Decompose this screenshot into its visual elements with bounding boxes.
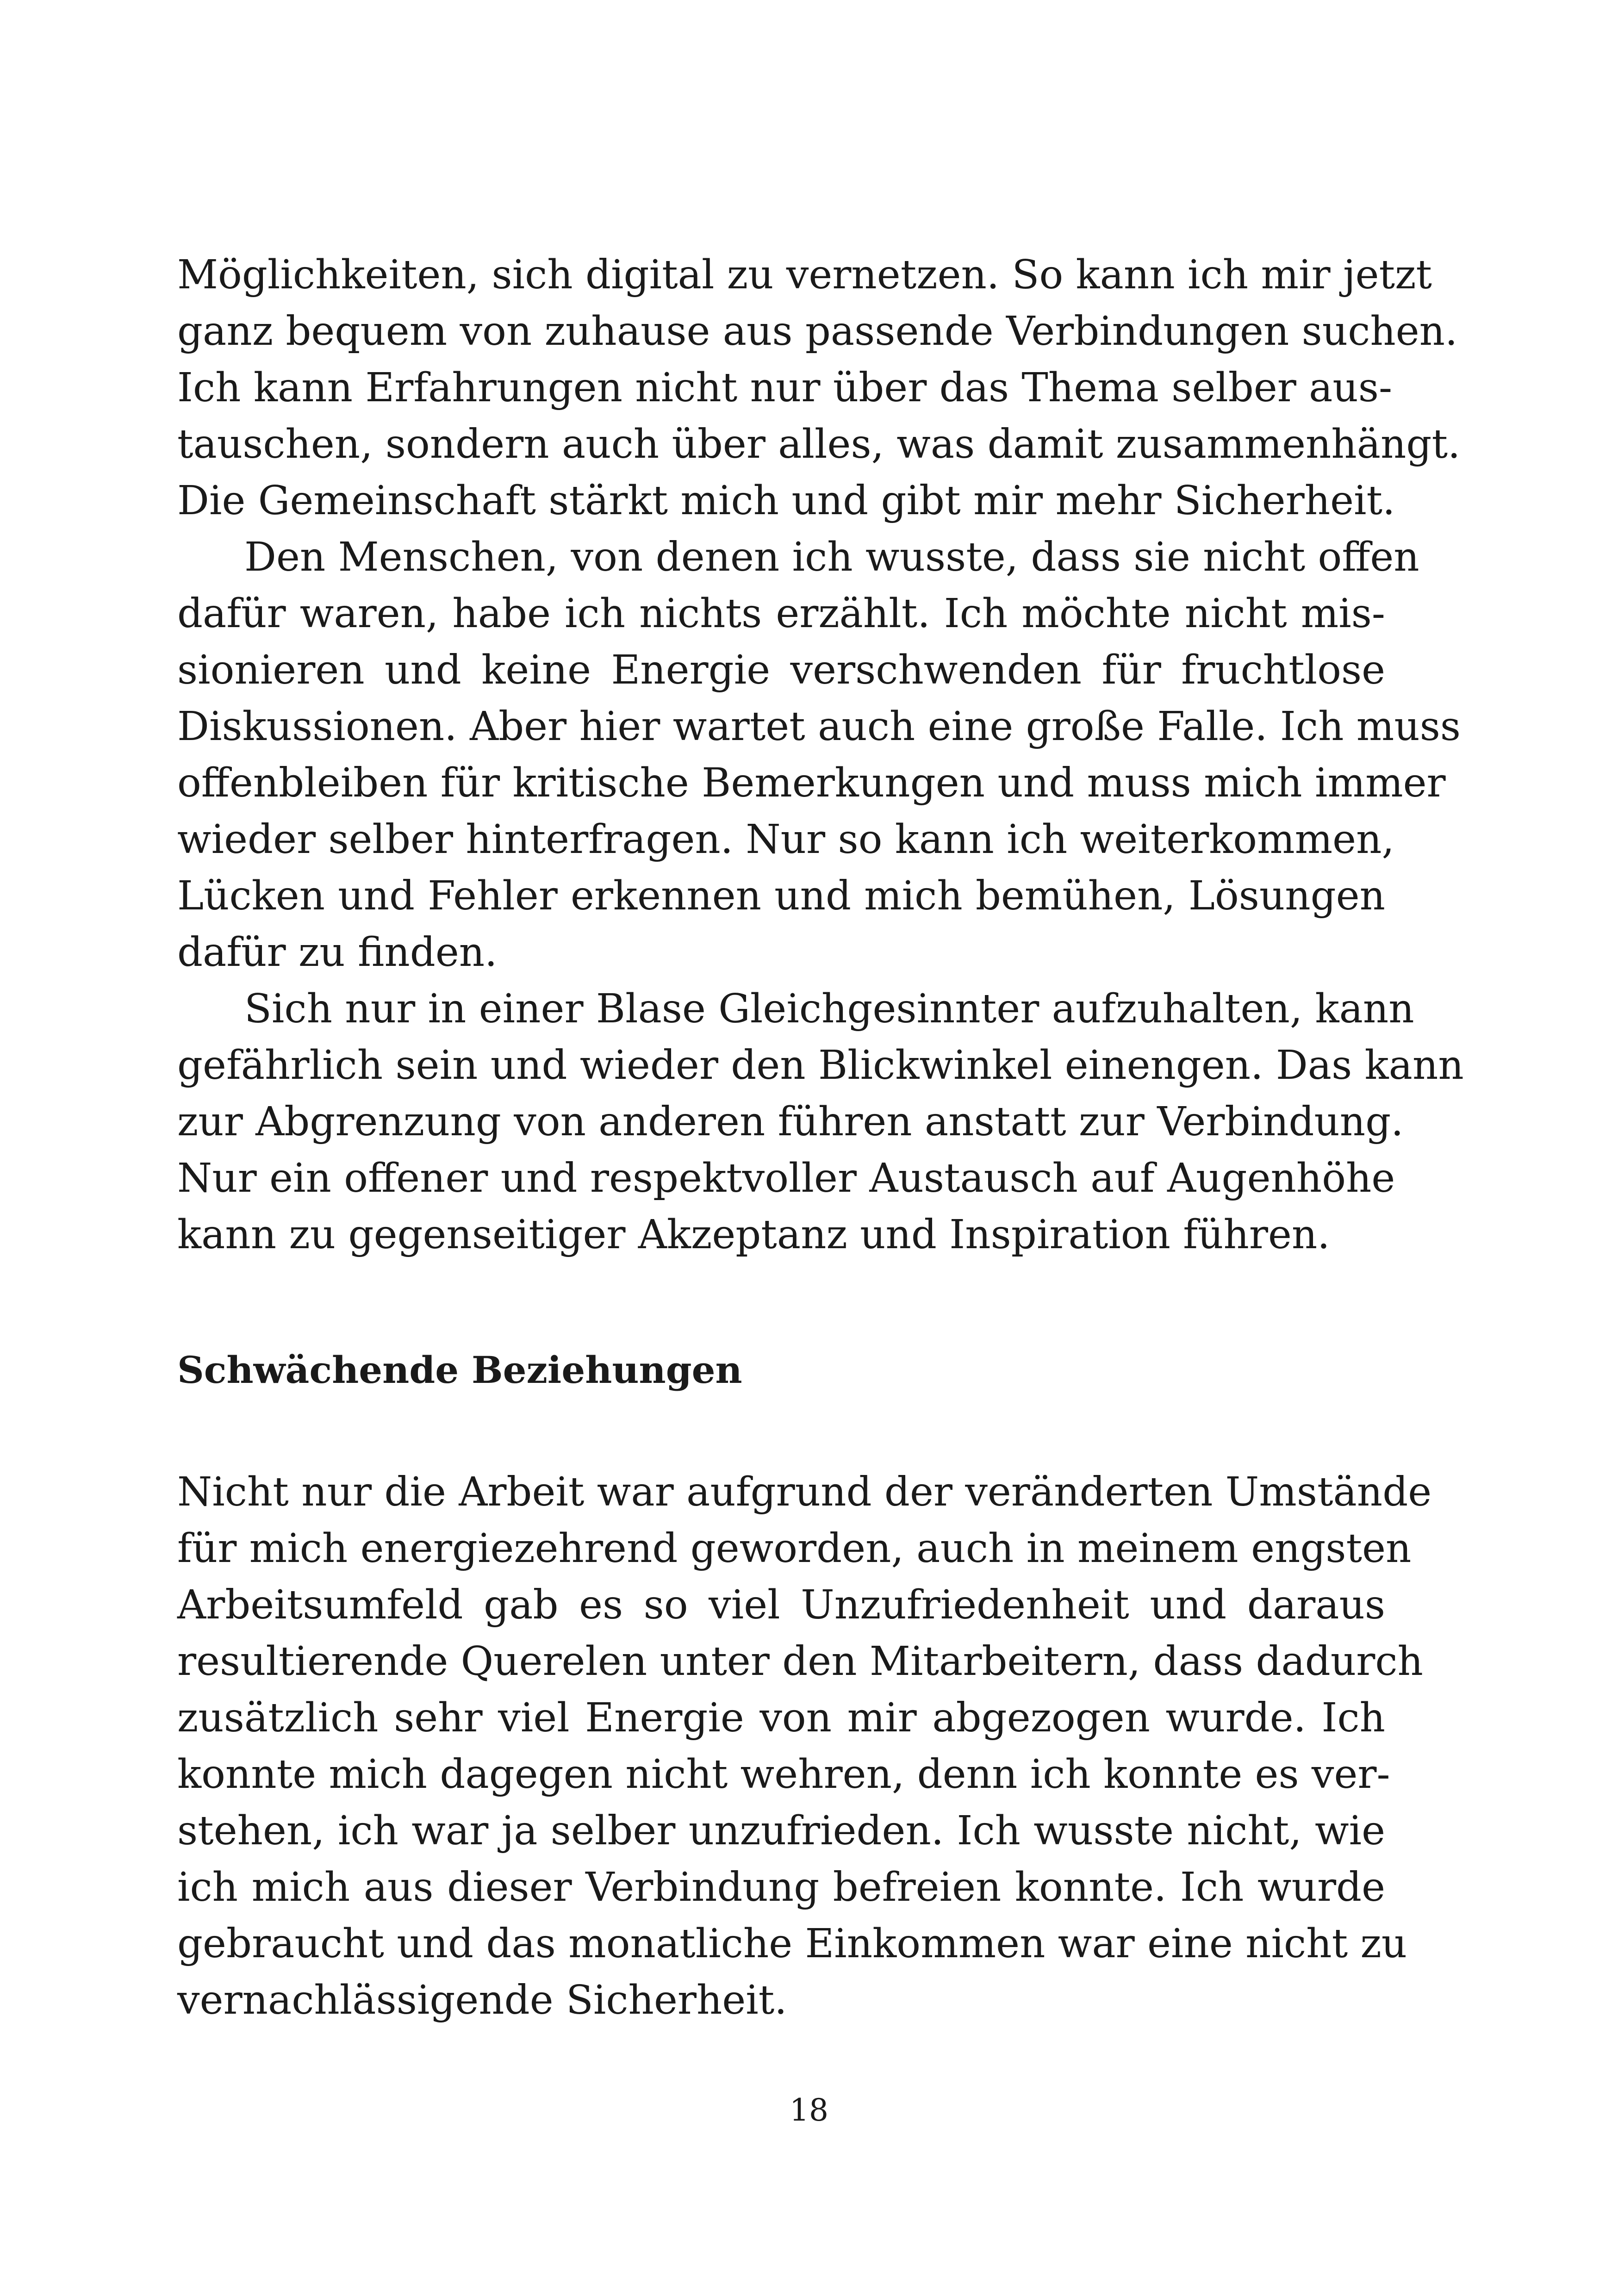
text-line: zusätzlich sehr viel Energie von mir abgezogen wurde. Ich [177,1695,1385,1741]
text-line: Die Gemeinschaft stärkt mich und gibt mir mehr Sicherheit. [177,478,1395,524]
text-line: stehen, ich war ja selber unzufrieden. Ich wusste nicht, wie [177,1808,1385,1854]
text-line: Den Menschen, von denen ich wusste, dass sie nicht offen [244,534,1419,580]
text-line: wieder selber hinterfragen. Nur so kann ich weiterkommen, [177,816,1394,863]
text-line: Möglichkeiten, sich digital zu vernetzen. So kann ich mir jetzt [177,252,1432,298]
body-text-lower [177,1464,1432,2028]
body-text-upper [177,247,1464,1263]
text-line: Sich nur in einer Blase Gleichgesinnter aufzuhalten, kann [244,986,1414,1032]
text-line: Nur ein offener und respektvoller Austausch auf Augenhöhe [177,1155,1395,1201]
text-line: sionieren und keine Energie verschwenden für fruchtlose [177,647,1385,693]
text-line: Ich kann Erfahrungen nicht nur über das Thema selber aus- [177,365,1393,411]
text-line: offenbleiben für kritische Bemerkungen und muss mich immer [177,760,1446,806]
text-line: konnte mich dagegen nicht wehren, denn ich konnte es ver- [177,1751,1390,1798]
text-line: Nicht nur die Arbeit war aufgrund der veränderten Umstände [177,1469,1432,1515]
text-line: tauschen, sondern auch über alles, was damit zusammenhängt. [177,421,1461,467]
text-line: ganz bequem von zuhause aus passende Verbindungen suchen. [177,308,1458,355]
text-line: kann zu gegenseitiger Akzeptanz und Inspiration führen. [177,1212,1330,1258]
text-line: resultierende Querelen unter den Mitarbeitern, dass dadurch [177,1638,1423,1685]
page-number: 18 [790,2092,828,2128]
text-line: ich mich aus dieser Verbindung befreien konnte. Ich wurde [177,1864,1385,1910]
text-line: dafür waren, habe ich nichts erzählt. Ich möchte nicht mis- [177,591,1385,637]
section-heading: Schwächende Beziehungen [177,1348,742,1392]
text-line: für mich energiezehrend geworden, auch in meinem engsten [177,1525,1412,1572]
text-line: gebraucht und das monatliche Einkommen war eine nicht zu [177,1921,1407,1967]
text-line: Arbeitsumfeld gab es so viel Unzufriedenheit und daraus [177,1582,1385,1628]
text-line: vernachlässigende Sicherheit. [177,1977,787,2023]
text-line: Diskussionen. Aber hier wartet auch eine große Falle. Ich muss [177,703,1461,750]
text-line: zur Abgrenzung von anderen führen anstatt zur Verbindung. [177,1099,1404,1145]
text-line: dafür zu finden. [177,929,498,976]
text-line: gefährlich sein und wieder den Blickwinkel einengen. Das kann [177,1042,1464,1089]
text-line: Lücken und Fehler erkennen und mich bemühen, Lösungen [177,873,1385,919]
